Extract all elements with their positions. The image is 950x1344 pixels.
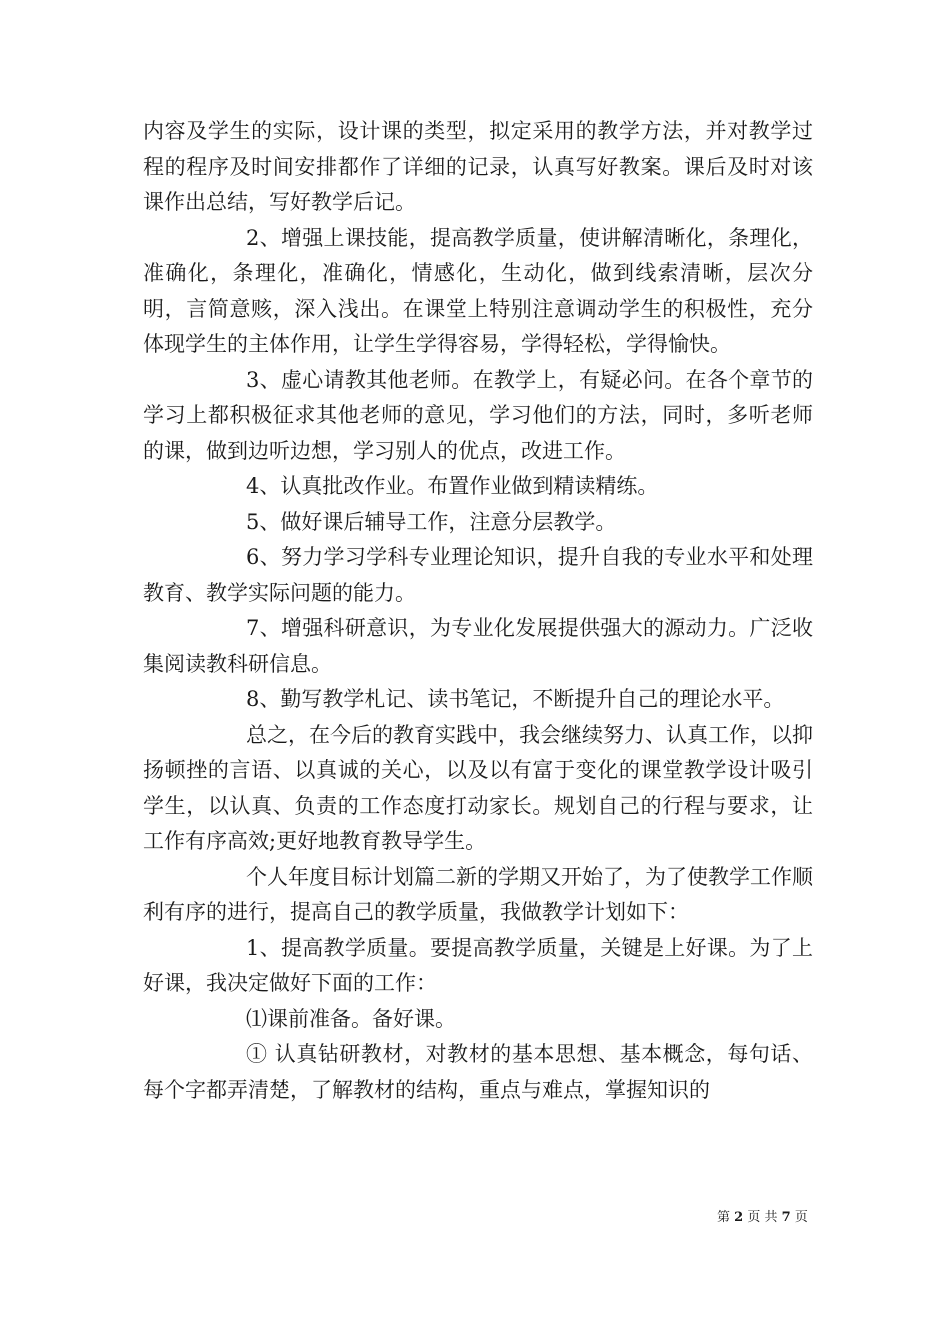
page-number-footer [717,1206,808,1225]
paragraph-item-5: 5、做好课后辅导工作，注意分层教学。 [246,509,617,534]
paragraph-continuation: 内容及学生的实际，设计课的类型，拟定采用的教学方法，并对教学过程的程序及时间安排都作了详细的记录，认真写好教案。课后及时对该课作出总结，写好教学后记。 [143,119,813,214]
footer-middle: 页 共 [747,1210,778,1225]
paragraph-plan-item-1: 1、提高教学质量。要提高教学质量，关键是上好课。为了上好课，我决定做好下面的工作： [143,935,813,995]
footer-total-pages: 7 [781,1210,791,1225]
paragraph-item-8: 8、勤写教学札记、读书笔记，不断提升自己的理论水平。 [246,687,785,711]
paragraph-item-3: 3、虚心请教其他老师。在教学上，有疑必问。在各个章节的学习上都积极征求其他老师的意见，学习他们的方法，同时，多听老师的课，做到边听边想，学习别人的优点，改进工作。 [143,367,813,463]
paragraph-circled-item-1: ① 认真钻研教材，对教材的基本思想、基本概念，每句话、每个字都弄清楚，了解教材的结构，重点与难点，掌握知识的 [143,1042,813,1102]
paragraph-sub-item-1: ⑴课前准备。备好课。 [246,1006,456,1031]
paragraph-summary: 总之，在今后的教育实践中，我会继续努力、认真工作，以抑扬顿挫的言语、以真诚的关心，以及以有富于变化的课堂教学设计吸引学生，以认真、负责的工作态度打动家长。规划自己的行程与要求，让工作有序高效;更好地教育教导学生。 [143,722,813,853]
paragraph-item-7: 7、增强科研意识，为专业化发展提供强大的源动力。广泛收集阅读教科研信息。 [143,616,813,676]
paragraph-section-two-intro: 个人年度目标计划篇二新的学期又开始了，为了使教学工作顺利有序的进行，提高自己的教学质量，我做教学计划如下： [143,864,813,924]
paragraph-item-4: 4、认真批改作业。布置作业做到精读精练。 [246,474,659,498]
footer-current-page: 2 [734,1210,744,1225]
document-body [143,114,813,1108]
footer-prefix: 第 [717,1210,731,1225]
paragraph-item-2: 2、增强上课技能，提高教学质量，使讲解清晰化，条理化，准确化，条理化，准确化，情感化，生动化，做到线索清晰，层次分明，言简意赅，深入浅出。在课堂上特别注意调动学生的积极性，充分体现学生的主体作用，让学生学得容易，学得轻松，学得愉快。 [143,225,813,356]
footer-suffix: 页 [794,1210,808,1225]
paragraph-item-6: 6、努力学习学科专业理论知识，提升自我的专业水平和处理教育、教学实际问题的能力。 [143,545,813,605]
